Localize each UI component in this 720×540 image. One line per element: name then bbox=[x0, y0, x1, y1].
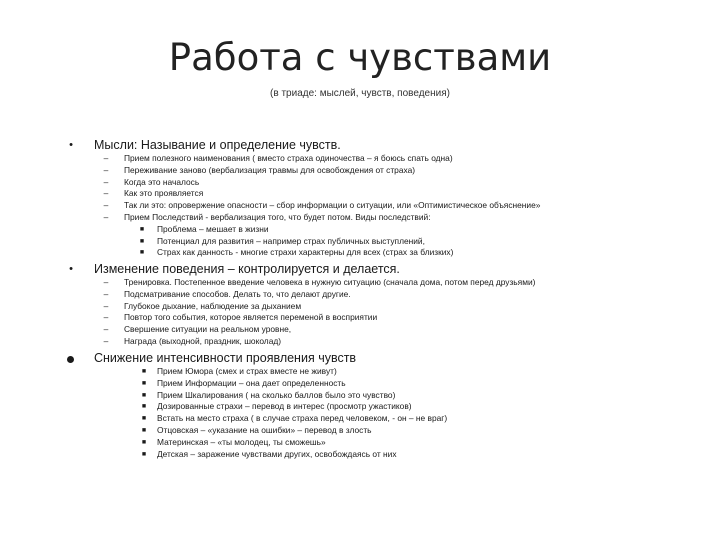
list-item: – Подсматривание способов. Делать то, что делают другие. bbox=[0, 289, 720, 301]
bullet-icon: • bbox=[69, 263, 73, 275]
sub-list-item: ■ Детская – заражение чувствами других, освобождаясь от них bbox=[141, 448, 397, 459]
list-item: – Тренировка. Постепенное введение человека в нужную ситуацию (сначала дома, потом перед друзьями) bbox=[0, 277, 720, 289]
section-heading: Снижение интенсивности проявления чувств bbox=[0, 350, 720, 366]
dash-icon: – bbox=[103, 188, 109, 199]
bullet-icon bbox=[67, 356, 74, 363]
square-bullet-icon: ■ bbox=[141, 415, 147, 423]
sub-list-item: ■ Прием Информации – она дает определенность bbox=[141, 377, 346, 388]
sub-list-item: ■ Прием Юмора (смех и страх вместе не живут) bbox=[141, 366, 337, 376]
dash-icon: – bbox=[103, 335, 109, 346]
square-bullet-icon: ■ bbox=[141, 379, 147, 387]
list-item: – Повтор того события, которое является переменой в восприятии bbox=[0, 312, 720, 324]
dash-icon: – bbox=[103, 324, 109, 335]
section-heading: • Мысли: Называние и определение чувств. bbox=[0, 137, 720, 153]
bullet-icon: • bbox=[69, 139, 73, 151]
sub-list-item: ■ Встать на место страха ( в случае страха перед человеком, - он – не враг) bbox=[141, 413, 448, 424]
section-intensity bbox=[0, 350, 720, 460]
sub-list-item: ■ Дозированные страхи – перевод в интерес (просмотр ужастиков) bbox=[141, 401, 412, 412]
sub-list-item: ■ Отцовская – «указание на ошибки» – перевод в злость bbox=[141, 424, 372, 435]
dash-icon: – bbox=[103, 300, 109, 311]
list-item: – Так ли это: опровержение опасности – сбор информации о ситуации, или «Оптимистическое объяснение» bbox=[0, 200, 720, 212]
dash-icon: – bbox=[103, 312, 109, 323]
list-item: – Награда (выходной, праздник, шоколад) bbox=[0, 336, 720, 348]
section-heading: • Изменение поведения – контролируется и делается. bbox=[0, 261, 720, 277]
list-item: – Свершение ситуации на реальном уровне, bbox=[0, 324, 720, 336]
dash-icon: – bbox=[103, 288, 109, 299]
dash-icon: – bbox=[103, 176, 109, 187]
section-behavior bbox=[0, 261, 720, 348]
list-item: – Прием полезного наименования ( вместо страха одиночества – я боюсь спать одна) bbox=[0, 153, 720, 165]
square-bullet-icon: ■ bbox=[141, 438, 147, 446]
section-thoughts bbox=[0, 137, 720, 259]
list-item: – Глубокое дыхание, наблюдение за дыханием bbox=[0, 301, 720, 313]
square-bullet-icon: ■ bbox=[141, 426, 147, 434]
sub-list-item: ■ Материнская – «ты молодец, ты сможешь» bbox=[141, 436, 326, 447]
list-item: – Прием Последствий - вербализация того, что будет потом. Виды последствий: bbox=[0, 212, 720, 224]
square-bullet-icon: ■ bbox=[139, 225, 145, 233]
slide-title: Работа с чувствами bbox=[168, 36, 552, 79]
list-item: – Переживание заново (вербализация травмы для освобождения от страха) bbox=[0, 165, 720, 177]
dash-icon: – bbox=[103, 211, 109, 222]
square-bullet-icon: ■ bbox=[141, 391, 147, 399]
square-bullet-icon: ■ bbox=[139, 237, 145, 245]
sub-list-item: ■ Страх как данность - многие страхи характерны для всех (страх за близких) bbox=[139, 247, 454, 258]
square-bullet-icon: ■ bbox=[139, 249, 145, 257]
list-item: – Когда это началось bbox=[0, 177, 720, 189]
dash-icon: – bbox=[103, 200, 109, 211]
dash-icon: – bbox=[103, 153, 109, 163]
square-bullet-icon: ■ bbox=[141, 403, 147, 411]
sub-list-item: ■ Потенциал для развития – например страх публичных выступлений, bbox=[139, 235, 425, 246]
slide-subtitle: (в триаде: мыслей, чувств, поведения) bbox=[270, 88, 450, 99]
list-item: – Как это проявляется bbox=[0, 188, 720, 200]
dash-icon: – bbox=[103, 277, 109, 287]
dash-icon: – bbox=[103, 164, 109, 175]
sub-list-item: ■ Прием Шкалирования ( на сколько баллов было это чувство) bbox=[141, 389, 396, 400]
square-bullet-icon: ■ bbox=[141, 368, 147, 375]
sub-list-item: ■ Проблема – мешает в жизни bbox=[139, 223, 269, 234]
square-bullet-icon: ■ bbox=[141, 450, 147, 458]
